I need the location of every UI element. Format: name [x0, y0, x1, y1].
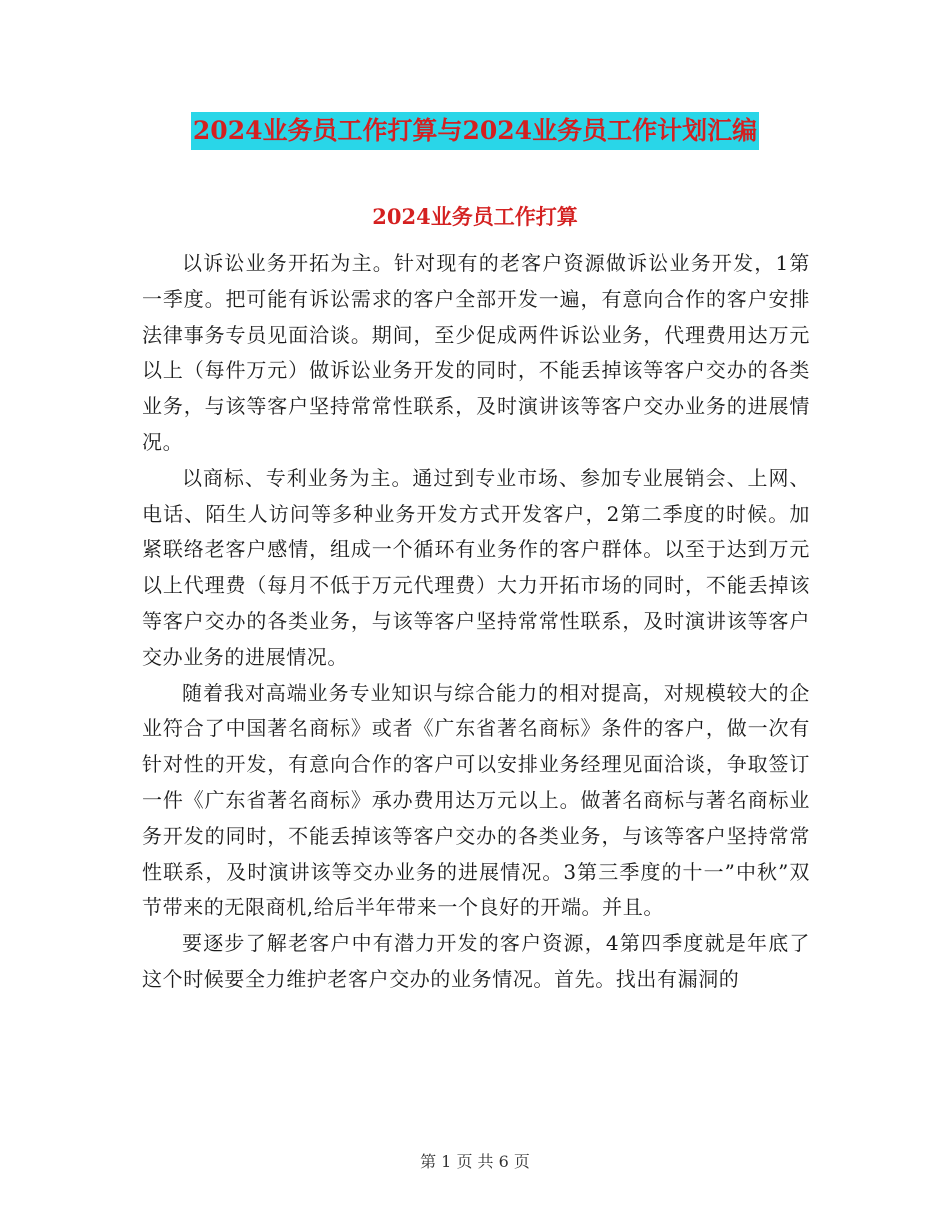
paragraph-3: 随着我对高端业务专业知识与综合能力的相对提高，对规模较大的企业符合了中国著名商标》或者《广东省著名商标》条件的客户，做一次有针对性的开发，有意向合作的客户可以安排业务经理见面洽谈，争取签订一件《广东省著名商标》承办费用达万元以上。做著名商标与著名商标业务开发的同时，不能丢掉该等客户交办的各类业务，与该等客户坚持常常性联系，及时演讲该等交办业务的进展情况。3第三季度的十一”中秋”双节带来的无限商机,给后半年带来一个良好的开端。并且。: [142, 680, 810, 920]
document-title-text: 2024业务员工作打算与2024业务员工作计划汇编: [191, 112, 759, 150]
document-body: [142, 246, 810, 998]
paragraph-2: 以商标、专利业务为主。通过到专业市场、参加专业展销会、上网、电话、陌生人访问等多种业务开发方式开发客户，2第二季度的时候。加紧联络老客户感情，组成一个循环有业务作的客户群体。以至于达到万元以上代理费（每月不低于万元代理费）大力开拓市场的同时，不能丢掉该等客户交办的各类业务，与该等客户坚持常常性联系，及时演讲该等客户交办业务的进展情况。: [142, 465, 810, 669]
paragraph-4: 要逐步了解老客户中有潜力开发的客户资源，4第四季度就是年底了这个时候要全力维护老客户交办的业务情况。首先。找出有漏洞的: [142, 931, 810, 991]
paragraph-1: 以诉讼业务开拓为主。针对现有的老客户资源做诉讼业务开发，1第一季度。把可能有诉讼需求的客户全部开发一遍，有意向合作的客户安排法律事务专员见面洽谈。期间，至少促成两件诉讼业务，代理费用达万元以上（每件万元）做诉讼业务开发的同时，不能丢掉该等客户交办的各类业务，与该等客户坚持常常性联系，及时演讲该等客户交办业务的进展情况。: [142, 251, 810, 454]
page-footer: 第 1 页 共 6 页: [420, 1152, 530, 1171]
section-title: 2024业务员工作打算: [372, 204, 578, 229]
document-title: [0, 112, 950, 150]
